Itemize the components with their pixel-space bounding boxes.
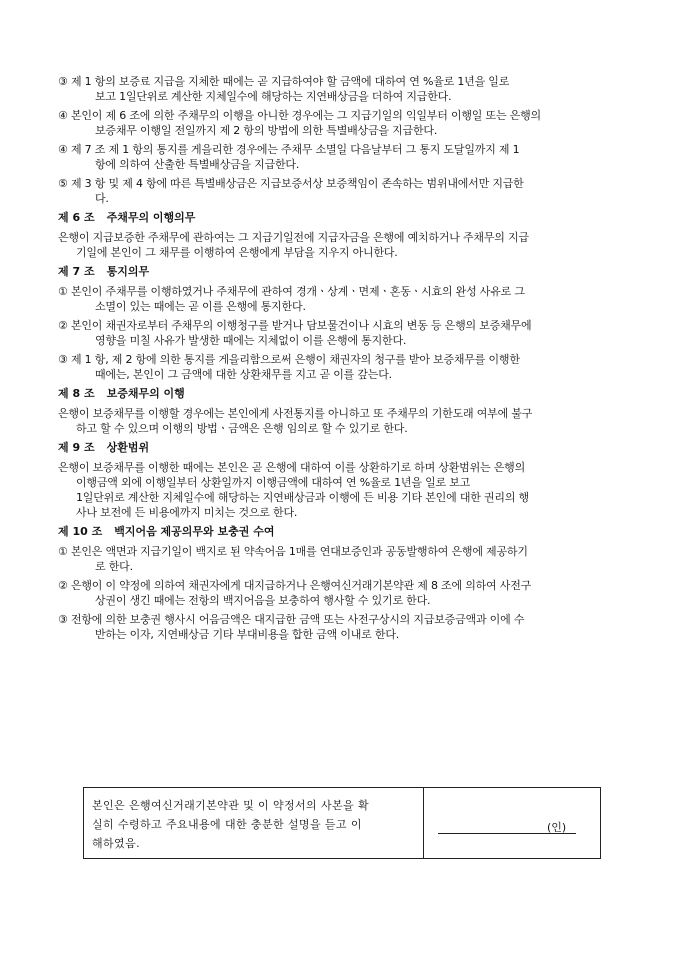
text-line: ① 본인이 주채무를 이행하였거나 주채무에 관하여 경개ㆍ상계ㆍ면제ㆍ혼동ㆍ시효의 완성 사유로 그 <box>58 285 525 298</box>
text-line: 보고 1일단위로 계산한 지체일수에 해당하는 지연배상금을 더하여 지급한다. <box>95 90 452 103</box>
article-heading <box>58 210 628 225</box>
article-title: 백지어음 제공의무와 보충권 수여 <box>114 525 275 538</box>
text-line: 은행이 보증채무를 이행한 때에는 본인은 곧 은행에 대하여 이를 상환하기로 하며 상환범위는 은행의 <box>58 461 526 474</box>
article-number: 제 10 조 <box>58 525 103 538</box>
article-heading <box>58 264 628 279</box>
article-title: 보증채무의 이행 <box>106 387 185 400</box>
clause-item <box>58 108 628 138</box>
article-item <box>58 284 628 314</box>
article-heading <box>58 440 628 455</box>
text-line: 보증채무 이행일 전일까지 제 2 항의 방법에 의한 특별배상금을 지급한다. <box>95 124 438 137</box>
text-line: 상권이 생긴 때에는 전항의 백지어음을 보충하여 행사할 수 있기로 한다. <box>95 594 431 607</box>
text-line: 반하는 이자, 지연배상금 기타 부대비용을 합한 금액 이내로 한다. <box>95 628 400 641</box>
article-title: 주채무의 이행의무 <box>106 211 196 224</box>
text-line: 은행이 지급보증한 주채무에 관하여는 그 지급기일전에 지급자금을 은행에 예치하거나 주채무의 지급 <box>58 231 529 244</box>
text-line: 하고 할 수 있으며 이행의 방법ㆍ금액은 은행 임의로 할 수 있기로 한다. <box>76 422 408 435</box>
text-line: ① 본인은 액면과 지급기일이 백지로 된 약속어음 1매를 연대보증인과 공동발행하여 은행에 제공하기 <box>58 545 528 558</box>
article-heading <box>58 386 628 401</box>
article-item <box>58 544 628 574</box>
article-number: 제 6 조 <box>58 211 95 224</box>
signature-area[interactable] <box>424 788 600 858</box>
text-line: ② 은행이 이 약정에 의하여 채권자에게 대지급하거나 은행여신거래기본약관 제 8 조에 의하여 사전구 <box>58 579 532 592</box>
text-line: 이행금액 외에 이행일부터 상환일까지 이행금액에 대하여 연 %율로 1년을 일로 보고 <box>76 476 471 489</box>
article-heading <box>58 524 628 539</box>
seal-label: (인) <box>547 821 567 834</box>
article-item <box>58 352 628 382</box>
text-line: 영향을 미칠 사유가 발생한 때에는 지체없이 이를 은행에 통지한다. <box>95 334 407 347</box>
article-title: 상환범위 <box>106 441 150 454</box>
confirmation-line: 본인은 은행여신거래기본약관 및 이 약정서의 사본을 확 <box>92 799 369 812</box>
article-paragraph <box>58 406 628 436</box>
article-paragraph <box>58 460 628 520</box>
text-line: 다. <box>95 192 109 205</box>
confirmation-box <box>83 787 601 859</box>
agreement-body <box>58 74 628 646</box>
text-line: ③ 제 1 항, 제 2 항에 의한 통지를 게을리함으로써 은행이 채권자의 청구를 받아 보증채무를 이행한 <box>58 353 520 366</box>
text-line: 사나 보전에 든 비용에까지 미치는 것으로 한다. <box>76 506 298 519</box>
article-item <box>58 318 628 348</box>
text-line: ④ 본인이 제 6 조에 의한 주채무의 이행을 아니한 경우에는 그 지급기일의 익일부터 이행일 또는 은행의 <box>58 109 541 122</box>
text-line: 소멸이 있는 때에는 곧 이를 은행에 통지한다. <box>95 300 306 313</box>
text-line: ③ 전항에 의한 보충권 행사시 어음금액은 대지급한 금액 또는 사전구상시의 지급보증금액과 이에 수 <box>58 613 525 626</box>
confirmation-line: 실히 수령하고 주요내용에 대한 충분한 설명을 듣고 이 <box>92 818 362 831</box>
text-line: ⑤ 제 3 항 및 제 4 항에 따른 특별배상금은 지급보증서상 보증책임이 존속하는 범위내에서만 지급한 <box>58 177 524 190</box>
article-number: 제 9 조 <box>58 441 95 454</box>
signature-line[interactable] <box>438 833 576 834</box>
article-title: 통지의무 <box>106 265 150 278</box>
article-number: 제 8 조 <box>58 387 95 400</box>
text-line: 기일에 본인이 그 채무를 이행하여 은행에게 부담을 지우지 아니한다. <box>76 246 398 259</box>
article-item <box>58 612 628 642</box>
text-line: ② 본인이 채권자로부터 주채무의 이행청구를 받거나 담보물건이나 시효의 변동 등 은행의 보증채무에 <box>58 319 532 332</box>
confirmation-text <box>84 788 424 858</box>
text-line: 때에는, 본인이 그 금액에 대한 상환채무를 지고 곧 이를 갚는다. <box>95 368 392 381</box>
confirmation-line: 해하였음. <box>92 837 141 850</box>
clause-item <box>58 176 628 206</box>
text-line: ③ 제 1 항의 보증료 지급을 지체한 때에는 곧 지급하여야 할 금액에 대하여 연 %율로 1년을 일로 <box>58 75 510 88</box>
text-line: 항에 의하여 산출한 특별배상금을 지급한다. <box>95 158 300 171</box>
article-paragraph <box>58 230 628 260</box>
article-number: 제 7 조 <box>58 265 95 278</box>
text-line: ④ 제 7 조 제 1 항의 통지를 게을리한 경우에는 주채무 소멸일 다음날부터 그 통지 도달일까지 제 1 <box>58 143 520 156</box>
clause-item <box>58 74 628 104</box>
article-item <box>58 578 628 608</box>
text-line: 로 한다. <box>95 560 133 573</box>
text-line: 은행이 보증채무를 이행할 경우에는 본인에게 사전통지를 아니하고 또 주채무의 기한도래 여부에 불구 <box>58 407 533 420</box>
clause-item <box>58 142 628 172</box>
text-line: 1일단위로 계산한 지체일수에 해당하는 지연배상금과 이행에 든 비용 기타 본인에 대한 권리의 행 <box>76 491 529 504</box>
